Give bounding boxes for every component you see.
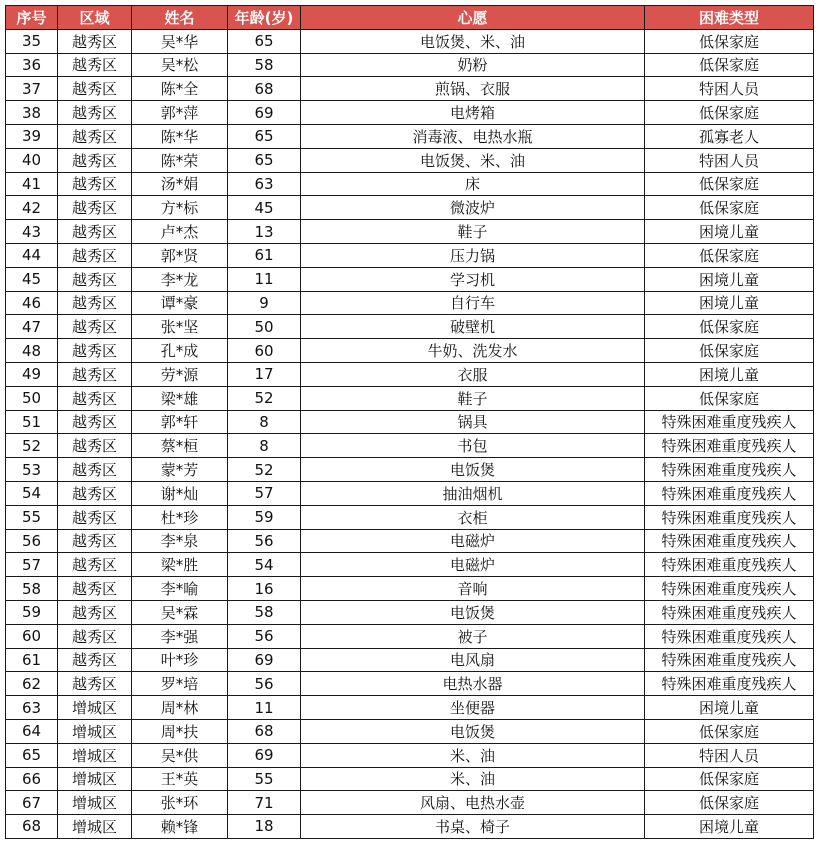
- cell-difficulty-type: 特殊困难重度残疾人: [645, 434, 814, 458]
- cell-wish: 电风扇: [301, 648, 645, 672]
- cell-age: 55: [228, 767, 301, 791]
- table-row: [6, 172, 814, 196]
- cell-wish: 压力锅: [301, 243, 645, 267]
- cell-name: 李*强: [132, 624, 228, 648]
- cell-wish: 书桌、椅子: [301, 815, 645, 839]
- cell-difficulty-type: 低保家庭: [645, 791, 814, 815]
- cell-difficulty-type: 低保家庭: [645, 172, 814, 196]
- cell-name: 郭*萍: [132, 101, 228, 125]
- cell-age: 50: [228, 315, 301, 339]
- cell-name: 郭*轩: [132, 410, 228, 434]
- cell-name: 梁*胜: [132, 553, 228, 577]
- table-body: [6, 29, 814, 838]
- table-row: [6, 148, 814, 172]
- cell-name: 张*坚: [132, 315, 228, 339]
- cell-wish: 床: [301, 172, 645, 196]
- cell-district: 越秀区: [58, 624, 132, 648]
- cell-difficulty-type: 低保家庭: [645, 243, 814, 267]
- table-row: [6, 29, 814, 53]
- table-row: [6, 767, 814, 791]
- cell-index: 35: [6, 29, 58, 53]
- cell-index: 44: [6, 243, 58, 267]
- cell-age: 16: [228, 577, 301, 601]
- cell-index: 67: [6, 791, 58, 815]
- table-row: [6, 481, 814, 505]
- cell-difficulty-type: 困境儿童: [645, 362, 814, 386]
- table-row: [6, 220, 814, 244]
- cell-district: 越秀区: [58, 648, 132, 672]
- cell-district: 越秀区: [58, 267, 132, 291]
- cell-difficulty-type: 特殊困难重度残疾人: [645, 505, 814, 529]
- cell-index: 53: [6, 458, 58, 482]
- cell-index: 61: [6, 648, 58, 672]
- cell-wish: 衣服: [301, 362, 645, 386]
- table-row: [6, 386, 814, 410]
- cell-age: 8: [228, 434, 301, 458]
- cell-index: 65: [6, 743, 58, 767]
- cell-district: 越秀区: [58, 148, 132, 172]
- cell-name: 蔡*桓: [132, 434, 228, 458]
- cell-wish: 鞋子: [301, 386, 645, 410]
- cell-age: 56: [228, 529, 301, 553]
- wish-list-table: [5, 5, 814, 839]
- cell-district: 增城区: [58, 791, 132, 815]
- cell-district: 越秀区: [58, 101, 132, 125]
- cell-district: 越秀区: [58, 220, 132, 244]
- cell-age: 69: [228, 648, 301, 672]
- table-row: [6, 291, 814, 315]
- cell-age: 8: [228, 410, 301, 434]
- cell-name: 蒙*芳: [132, 458, 228, 482]
- cell-difficulty-type: 特殊困难重度残疾人: [645, 410, 814, 434]
- cell-index: 36: [6, 53, 58, 77]
- cell-index: 47: [6, 315, 58, 339]
- cell-wish: 衣柜: [301, 505, 645, 529]
- cell-name: 陈*华: [132, 124, 228, 148]
- table-row: [6, 577, 814, 601]
- cell-index: 54: [6, 481, 58, 505]
- cell-age: 52: [228, 458, 301, 482]
- cell-age: 57: [228, 481, 301, 505]
- header-index: 序号: [6, 6, 58, 30]
- cell-index: 38: [6, 101, 58, 125]
- cell-index: 51: [6, 410, 58, 434]
- cell-wish: 破壁机: [301, 315, 645, 339]
- cell-name: 汤*娟: [132, 172, 228, 196]
- cell-difficulty-type: 低保家庭: [645, 101, 814, 125]
- cell-district: 增城区: [58, 767, 132, 791]
- cell-district: 越秀区: [58, 124, 132, 148]
- cell-index: 39: [6, 124, 58, 148]
- cell-district: 越秀区: [58, 339, 132, 363]
- table-row: [6, 196, 814, 220]
- cell-age: 58: [228, 600, 301, 624]
- cell-name: 郭*贤: [132, 243, 228, 267]
- cell-wish: 学习机: [301, 267, 645, 291]
- cell-name: 李*泉: [132, 529, 228, 553]
- cell-name: 吴*供: [132, 743, 228, 767]
- cell-district: 越秀区: [58, 29, 132, 53]
- cell-name: 张*环: [132, 791, 228, 815]
- cell-index: 49: [6, 362, 58, 386]
- table-row: [6, 672, 814, 696]
- cell-wish: 微波炉: [301, 196, 645, 220]
- cell-name: 周*林: [132, 696, 228, 720]
- cell-difficulty-type: 困境儿童: [645, 815, 814, 839]
- header-name: 姓名: [132, 6, 228, 30]
- cell-wish: 奶粉: [301, 53, 645, 77]
- header-age: 年龄(岁): [228, 6, 301, 30]
- cell-age: 65: [228, 124, 301, 148]
- cell-difficulty-type: 特殊困难重度残疾人: [645, 648, 814, 672]
- cell-wish: 煎锅、衣服: [301, 77, 645, 101]
- cell-index: 56: [6, 529, 58, 553]
- cell-difficulty-type: 特殊困难重度残疾人: [645, 553, 814, 577]
- cell-age: 69: [228, 743, 301, 767]
- cell-index: 59: [6, 600, 58, 624]
- header-row: [6, 6, 814, 30]
- cell-difficulty-type: 困境儿童: [645, 696, 814, 720]
- cell-name: 梁*雄: [132, 386, 228, 410]
- cell-wish: 米、油: [301, 767, 645, 791]
- cell-difficulty-type: 低保家庭: [645, 386, 814, 410]
- cell-name: 谭*豪: [132, 291, 228, 315]
- cell-age: 65: [228, 148, 301, 172]
- cell-difficulty-type: 孤寡老人: [645, 124, 814, 148]
- cell-name: 王*英: [132, 767, 228, 791]
- cell-index: 60: [6, 624, 58, 648]
- table-row: [6, 101, 814, 125]
- cell-district: 增城区: [58, 719, 132, 743]
- cell-difficulty-type: 特殊困难重度残疾人: [645, 672, 814, 696]
- cell-age: 56: [228, 672, 301, 696]
- cell-name: 赖*锋: [132, 815, 228, 839]
- cell-name: 卢*杰: [132, 220, 228, 244]
- cell-difficulty-type: 特殊困难重度残疾人: [645, 529, 814, 553]
- cell-name: 杜*珍: [132, 505, 228, 529]
- cell-difficulty-type: 特殊困难重度残疾人: [645, 577, 814, 601]
- table-row: [6, 339, 814, 363]
- cell-district: 越秀区: [58, 362, 132, 386]
- cell-district: 越秀区: [58, 505, 132, 529]
- table-row: [6, 77, 814, 101]
- cell-age: 68: [228, 77, 301, 101]
- cell-index: 62: [6, 672, 58, 696]
- cell-name: 吴*松: [132, 53, 228, 77]
- cell-name: 叶*珍: [132, 648, 228, 672]
- table-row: [6, 815, 814, 839]
- cell-difficulty-type: 特困人员: [645, 743, 814, 767]
- cell-index: 43: [6, 220, 58, 244]
- cell-wish: 被子: [301, 624, 645, 648]
- cell-name: 周*扶: [132, 719, 228, 743]
- table-row: [6, 124, 814, 148]
- cell-difficulty-type: 困境儿童: [645, 220, 814, 244]
- cell-name: 孔*成: [132, 339, 228, 363]
- cell-age: 59: [228, 505, 301, 529]
- cell-index: 46: [6, 291, 58, 315]
- cell-district: 越秀区: [58, 291, 132, 315]
- cell-district: 越秀区: [58, 386, 132, 410]
- cell-index: 52: [6, 434, 58, 458]
- cell-age: 71: [228, 791, 301, 815]
- cell-district: 越秀区: [58, 315, 132, 339]
- cell-age: 11: [228, 267, 301, 291]
- cell-district: 越秀区: [58, 172, 132, 196]
- cell-district: 增城区: [58, 743, 132, 767]
- header-district: 区域: [58, 6, 132, 30]
- cell-district: 越秀区: [58, 410, 132, 434]
- cell-wish: 电饭煲、米、油: [301, 29, 645, 53]
- cell-difficulty-type: 困境儿童: [645, 267, 814, 291]
- cell-index: 66: [6, 767, 58, 791]
- cell-index: 42: [6, 196, 58, 220]
- cell-age: 54: [228, 553, 301, 577]
- cell-difficulty-type: 低保家庭: [645, 29, 814, 53]
- cell-index: 64: [6, 719, 58, 743]
- cell-index: 55: [6, 505, 58, 529]
- cell-district: 越秀区: [58, 672, 132, 696]
- cell-wish: 电热水器: [301, 672, 645, 696]
- cell-age: 11: [228, 696, 301, 720]
- cell-difficulty-type: 低保家庭: [645, 196, 814, 220]
- cell-age: 18: [228, 815, 301, 839]
- cell-district: 越秀区: [58, 53, 132, 77]
- cell-district: 增城区: [58, 815, 132, 839]
- cell-age: 13: [228, 220, 301, 244]
- table-row: [6, 410, 814, 434]
- cell-difficulty-type: 低保家庭: [645, 315, 814, 339]
- cell-district: 增城区: [58, 696, 132, 720]
- cell-name: 方*标: [132, 196, 228, 220]
- cell-age: 9: [228, 291, 301, 315]
- cell-district: 越秀区: [58, 481, 132, 505]
- cell-difficulty-type: 低保家庭: [645, 719, 814, 743]
- cell-age: 45: [228, 196, 301, 220]
- cell-district: 越秀区: [58, 577, 132, 601]
- cell-wish: 风扇、电热水壶: [301, 791, 645, 815]
- cell-district: 越秀区: [58, 434, 132, 458]
- cell-age: 56: [228, 624, 301, 648]
- cell-difficulty-type: 特殊困难重度残疾人: [645, 458, 814, 482]
- cell-index: 40: [6, 148, 58, 172]
- cell-wish: 电磁炉: [301, 553, 645, 577]
- table-row: [6, 434, 814, 458]
- table-row: [6, 267, 814, 291]
- cell-age: 69: [228, 101, 301, 125]
- cell-district: 越秀区: [58, 243, 132, 267]
- cell-wish: 自行车: [301, 291, 645, 315]
- cell-index: 63: [6, 696, 58, 720]
- cell-difficulty-type: 低保家庭: [645, 767, 814, 791]
- cell-difficulty-type: 低保家庭: [645, 53, 814, 77]
- table-row: [6, 648, 814, 672]
- cell-age: 17: [228, 362, 301, 386]
- cell-index: 50: [6, 386, 58, 410]
- header-wish: 心愿: [301, 6, 645, 30]
- cell-wish: 电饭煲: [301, 458, 645, 482]
- cell-wish: 书包: [301, 434, 645, 458]
- cell-district: 越秀区: [58, 553, 132, 577]
- cell-index: 68: [6, 815, 58, 839]
- cell-age: 60: [228, 339, 301, 363]
- cell-name: 吴*华: [132, 29, 228, 53]
- table-row: [6, 243, 814, 267]
- cell-wish: 音响: [301, 577, 645, 601]
- cell-index: 58: [6, 577, 58, 601]
- cell-wish: 电烤箱: [301, 101, 645, 125]
- table-row: [6, 624, 814, 648]
- cell-wish: 消毒液、电热水瓶: [301, 124, 645, 148]
- cell-wish: 鞋子: [301, 220, 645, 244]
- cell-difficulty-type: 特殊困难重度残疾人: [645, 624, 814, 648]
- cell-district: 越秀区: [58, 196, 132, 220]
- cell-wish: 坐便器: [301, 696, 645, 720]
- table-row: [6, 362, 814, 386]
- cell-difficulty-type: 特困人员: [645, 77, 814, 101]
- table-row: [6, 529, 814, 553]
- cell-district: 越秀区: [58, 458, 132, 482]
- table-row: [6, 458, 814, 482]
- table-row: [6, 791, 814, 815]
- cell-index: 45: [6, 267, 58, 291]
- cell-wish: 电饭煲: [301, 600, 645, 624]
- table-row: [6, 505, 814, 529]
- cell-difficulty-type: 特殊困难重度残疾人: [645, 600, 814, 624]
- cell-difficulty-type: 困境儿童: [645, 291, 814, 315]
- cell-wish: 抽油烟机: [301, 481, 645, 505]
- cell-index: 41: [6, 172, 58, 196]
- table-row: [6, 53, 814, 77]
- cell-name: 李*龙: [132, 267, 228, 291]
- cell-name: 陈*荣: [132, 148, 228, 172]
- cell-wish: 电磁炉: [301, 529, 645, 553]
- cell-index: 37: [6, 77, 58, 101]
- cell-age: 68: [228, 719, 301, 743]
- cell-wish: 电饭煲: [301, 719, 645, 743]
- table-row: [6, 315, 814, 339]
- cell-district: 越秀区: [58, 529, 132, 553]
- cell-index: 48: [6, 339, 58, 363]
- table-row: [6, 696, 814, 720]
- cell-difficulty-type: 特困人员: [645, 148, 814, 172]
- cell-index: 57: [6, 553, 58, 577]
- cell-age: 52: [228, 386, 301, 410]
- table-row: [6, 719, 814, 743]
- table-row: [6, 600, 814, 624]
- cell-name: 谢*灿: [132, 481, 228, 505]
- header-difficulty-type: 困难类型: [645, 6, 814, 30]
- cell-wish: 米、油: [301, 743, 645, 767]
- cell-district: 越秀区: [58, 600, 132, 624]
- cell-name: 吴*霖: [132, 600, 228, 624]
- cell-difficulty-type: 低保家庭: [645, 339, 814, 363]
- cell-age: 65: [228, 29, 301, 53]
- table-row: [6, 743, 814, 767]
- cell-wish: 电饭煲、米、油: [301, 148, 645, 172]
- cell-name: 罗*培: [132, 672, 228, 696]
- cell-difficulty-type: 特殊困难重度残疾人: [645, 481, 814, 505]
- table-header: [6, 6, 814, 30]
- cell-name: 陈*全: [132, 77, 228, 101]
- cell-wish: 牛奶、洗发水: [301, 339, 645, 363]
- cell-name: 劳*源: [132, 362, 228, 386]
- cell-name: 李*喻: [132, 577, 228, 601]
- table-row: [6, 553, 814, 577]
- cell-age: 63: [228, 172, 301, 196]
- cell-district: 越秀区: [58, 77, 132, 101]
- cell-age: 58: [228, 53, 301, 77]
- cell-wish: 锅具: [301, 410, 645, 434]
- cell-age: 61: [228, 243, 301, 267]
